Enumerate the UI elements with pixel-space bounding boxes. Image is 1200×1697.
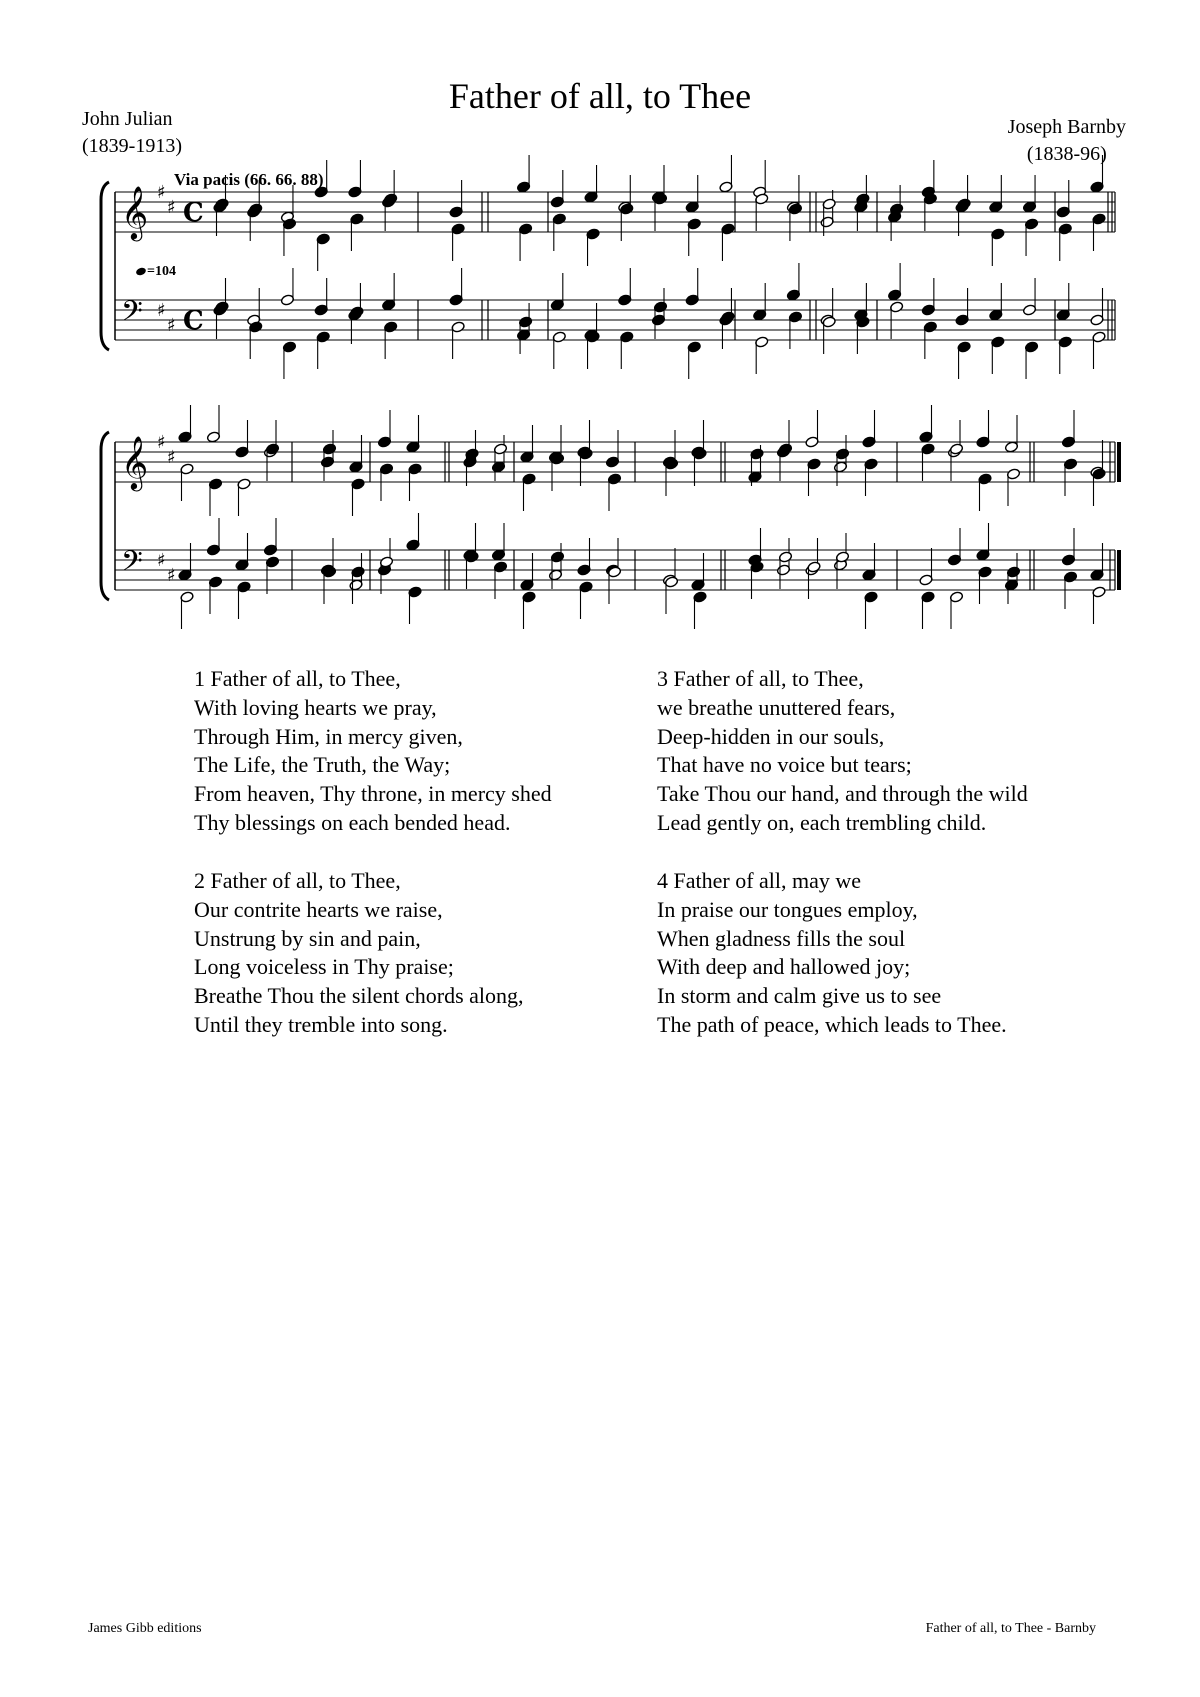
tempo-value: =104 <box>147 264 176 279</box>
verse-line: Long voiceless in Thy praise; <box>194 954 454 980</box>
sharp-icon: ♯ <box>157 182 166 203</box>
footer-title: Father of all, to Thee - Barnby <box>925 1621 1096 1636</box>
verse-line: we breathe unuttered fears, <box>657 694 896 720</box>
verse-line: Unstrung by sin and pain, <box>194 925 421 951</box>
verse-line: Deep-hidden in our souls, <box>657 723 885 749</box>
sharp-icon: ♯ <box>157 550 166 571</box>
treble-clef-icon: 𝄞 <box>121 185 149 239</box>
hymn-title: Father of all, to Thee <box>448 76 752 116</box>
verse-4 <box>657 867 1007 1040</box>
sharp-icon: ♯ <box>167 197 176 218</box>
treble-clef-icon: 𝄞 <box>121 435 149 489</box>
verse-line: Lead gently on, each trembling child. <box>657 809 987 835</box>
common-time-icon: C <box>183 198 204 228</box>
sharp-icon: ♯ <box>157 432 166 453</box>
verse-1 <box>194 665 552 838</box>
bass-clef-icon: 𝄢 <box>121 295 143 335</box>
sharp-icon: ♯ <box>157 300 166 321</box>
system-bracket <box>101 182 109 350</box>
common-time-icon: C <box>183 306 204 336</box>
verse-line: 4 Father of all, may we <box>657 868 862 893</box>
verse-line: The path of peace, which leads to Thee. <box>657 1011 1007 1037</box>
verse-line: Our contrite hearts we raise, <box>194 896 443 922</box>
verse-line: With loving hearts we pray, <box>194 694 437 720</box>
footer-publisher: James Gibb editions <box>88 1621 202 1636</box>
verse-line: In praise our tongues employ, <box>657 896 918 922</box>
words-author-name: John Julian <box>82 108 173 130</box>
words-author-dates: (1839-1913) <box>82 135 182 157</box>
sharp-icon: ♯ <box>167 315 176 336</box>
verse-2 <box>194 867 524 1040</box>
bass-clef-icon: 𝄢 <box>121 545 143 585</box>
verse-line: From heaven, Thy throne, in mercy shed <box>194 781 552 807</box>
verse-line: In storm and calm give us to see <box>657 983 942 1009</box>
verse-line: With deep and hallowed joy; <box>657 954 911 980</box>
tune-name: Via pacis (66. 66. 88) <box>174 170 324 189</box>
verse-line: Take Thou our hand, and through the wild <box>657 781 1028 807</box>
sharp-icon: ♯ <box>167 565 176 586</box>
verse-line: 3 Father of all, to Thee, <box>657 666 864 691</box>
verse-line: 1 Father of all, to Thee, <box>194 666 401 691</box>
verse-3 <box>657 665 1028 838</box>
system-bracket <box>101 432 109 600</box>
music-composer-name: Joseph Barnby <box>1007 116 1126 138</box>
music-score <box>0 0 1200 660</box>
verse-line: When gladness fills the soul <box>657 925 906 951</box>
verse-line: Through Him, in mercy given, <box>194 723 463 749</box>
verse-line: Breathe Thou the silent chords along, <box>194 983 524 1009</box>
verse-line: 2 Father of all, to Thee, <box>194 868 401 893</box>
verse-line: That have no voice but tears; <box>657 752 912 778</box>
music-composer-dates: (1838-96) <box>1026 143 1107 165</box>
verse-line: The Life, the Truth, the Way; <box>194 752 451 778</box>
verse-line: Until they tremble into song. <box>194 1011 448 1037</box>
sharp-icon: ♯ <box>167 447 176 468</box>
verse-line: Thy blessings on each bended head. <box>194 809 511 835</box>
